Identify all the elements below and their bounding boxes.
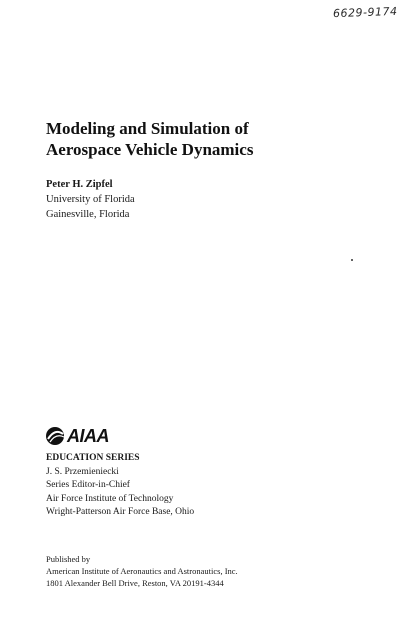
handwritten-annotation: 6629-9174	[332, 4, 398, 21]
aiaa-logo-text: AIAA	[67, 425, 109, 446]
series-editor: J. S. Przemieniecki	[46, 466, 119, 477]
book-title	[46, 118, 253, 160]
publisher-address: 1801 Alexander Bell Drive, Reston, VA 20191-4344	[46, 578, 224, 588]
published-by-label: Published by	[46, 554, 91, 564]
series-location: Wright-Patterson Air Force Base, Ohio	[46, 507, 195, 517]
author-name: Peter H. Zipfel	[46, 179, 113, 190]
publisher-organization: American Institute of Aeronautics and Astronautics, Inc.	[46, 566, 238, 576]
aiaa-logo	[44, 425, 109, 447]
author-affiliation: University of Florida	[46, 194, 135, 205]
education-series-block	[46, 452, 194, 520]
book-title-line-1: Modeling and Simulation of	[46, 119, 249, 138]
series-title: EDUCATION SERIES	[46, 453, 140, 463]
scan-speck	[351, 259, 353, 261]
publisher-block	[46, 553, 238, 589]
series-editor-role: Series Editor-in-Chief	[46, 480, 130, 490]
author-location: Gainesville, Florida	[46, 209, 130, 220]
author-block	[46, 177, 135, 222]
aiaa-logo-icon	[44, 425, 66, 447]
book-title-line-2: Aerospace Vehicle Dynamics	[46, 140, 254, 159]
series-institution: Air Force Institute of Technology	[46, 493, 174, 504]
